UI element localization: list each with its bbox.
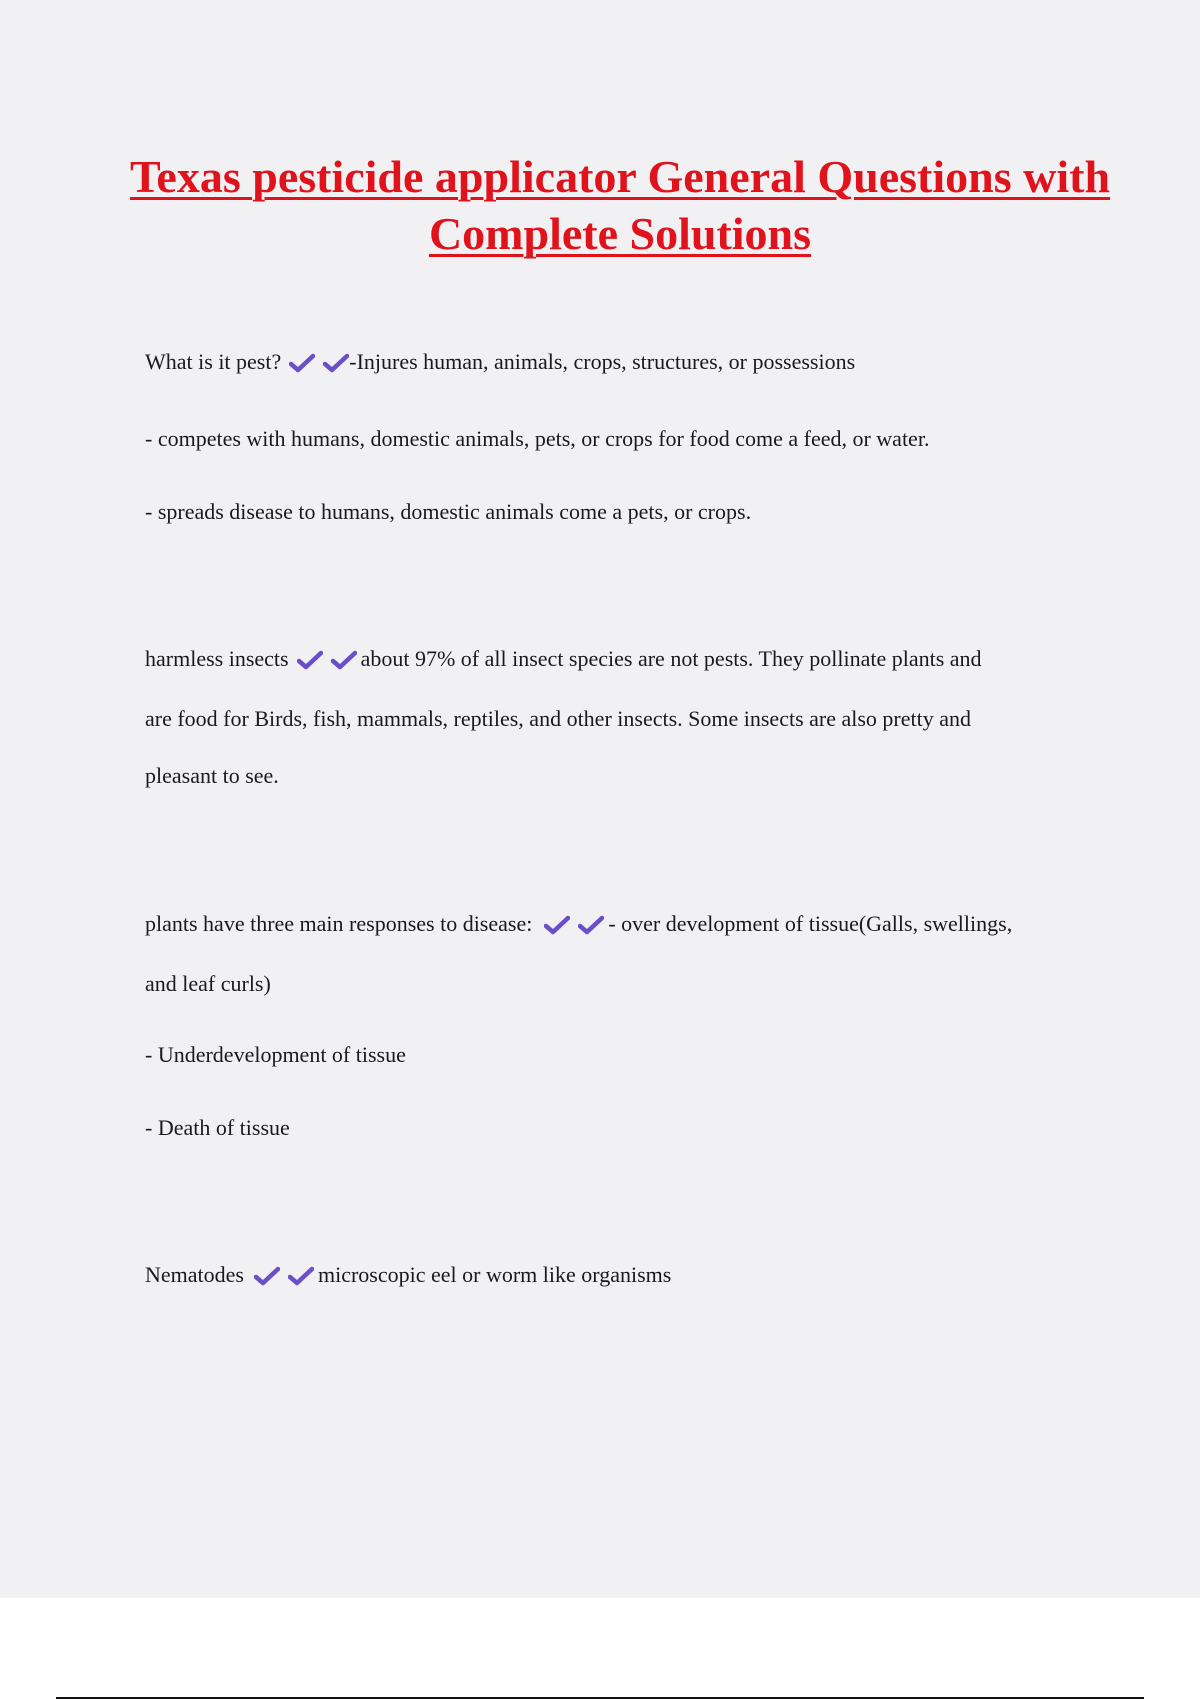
- entry-1-answer-line-2: - competes with humans, domestic animals, pets, or crops for food come a feed, or water.: [145, 426, 930, 451]
- check-icon: [254, 1266, 280, 1286]
- check-icon: [323, 353, 349, 373]
- check-icon: [331, 650, 357, 670]
- entry-3-checkmarks: [544, 911, 608, 936]
- entry-4-answer-line-1: microscopic eel or worm like organisms: [317, 1262, 672, 1287]
- entry-2-answer-line-2: are food for Birds, fish, mammals, reptiles, and other insects. Some insects are also pretty and: [145, 706, 972, 731]
- entry-3-question: plants have three main responses to disease:: [145, 911, 533, 936]
- entry-2-answer-line-1: about 97% of all insect species are not pests. They pollinate plants and: [360, 646, 982, 671]
- check-icon: [544, 915, 570, 935]
- entry-3-answer-line-4: - Death of tissue: [145, 1115, 290, 1140]
- entry-2-first-line: [145, 645, 982, 673]
- entry-1-answer-line-3: - spreads disease to humans, domestic animals come a pets, or crops.: [145, 499, 752, 524]
- entry-2-question: harmless insects: [145, 646, 289, 671]
- entry-3-answer-line-2: and leaf curls): [145, 971, 271, 996]
- entry-3-answer-line-1: - over development of tissue(Galls, swellings,: [608, 911, 1013, 936]
- entry-1-checkmarks: [289, 349, 349, 374]
- entry-1-question: What is it pest?: [145, 349, 282, 374]
- entry-4-question: Nematodes: [145, 1262, 244, 1287]
- entry-4-first-line: [145, 1261, 671, 1289]
- document-title: Texas pesticide applicator General Questions with Complete Solutions: [129, 151, 1111, 259]
- check-icon: [578, 915, 604, 935]
- entry-2-checkmarks: [297, 646, 361, 671]
- entry-4-checkmarks: [254, 1262, 318, 1287]
- entry-3-answer-line-3: - Underdevelopment of tissue: [145, 1042, 406, 1067]
- entry-3-first-line: [145, 910, 1012, 938]
- check-icon: [288, 1266, 314, 1286]
- footer-divider: [56, 1697, 1144, 1699]
- entry-1-answer-line-1: -Injures human, animals, crops, structures, or possessions: [349, 349, 856, 374]
- check-icon: [297, 650, 323, 670]
- entry-1-first-line: [145, 348, 855, 376]
- entry-2-answer-line-3: pleasant to see.: [145, 763, 279, 788]
- check-icon: [289, 353, 315, 373]
